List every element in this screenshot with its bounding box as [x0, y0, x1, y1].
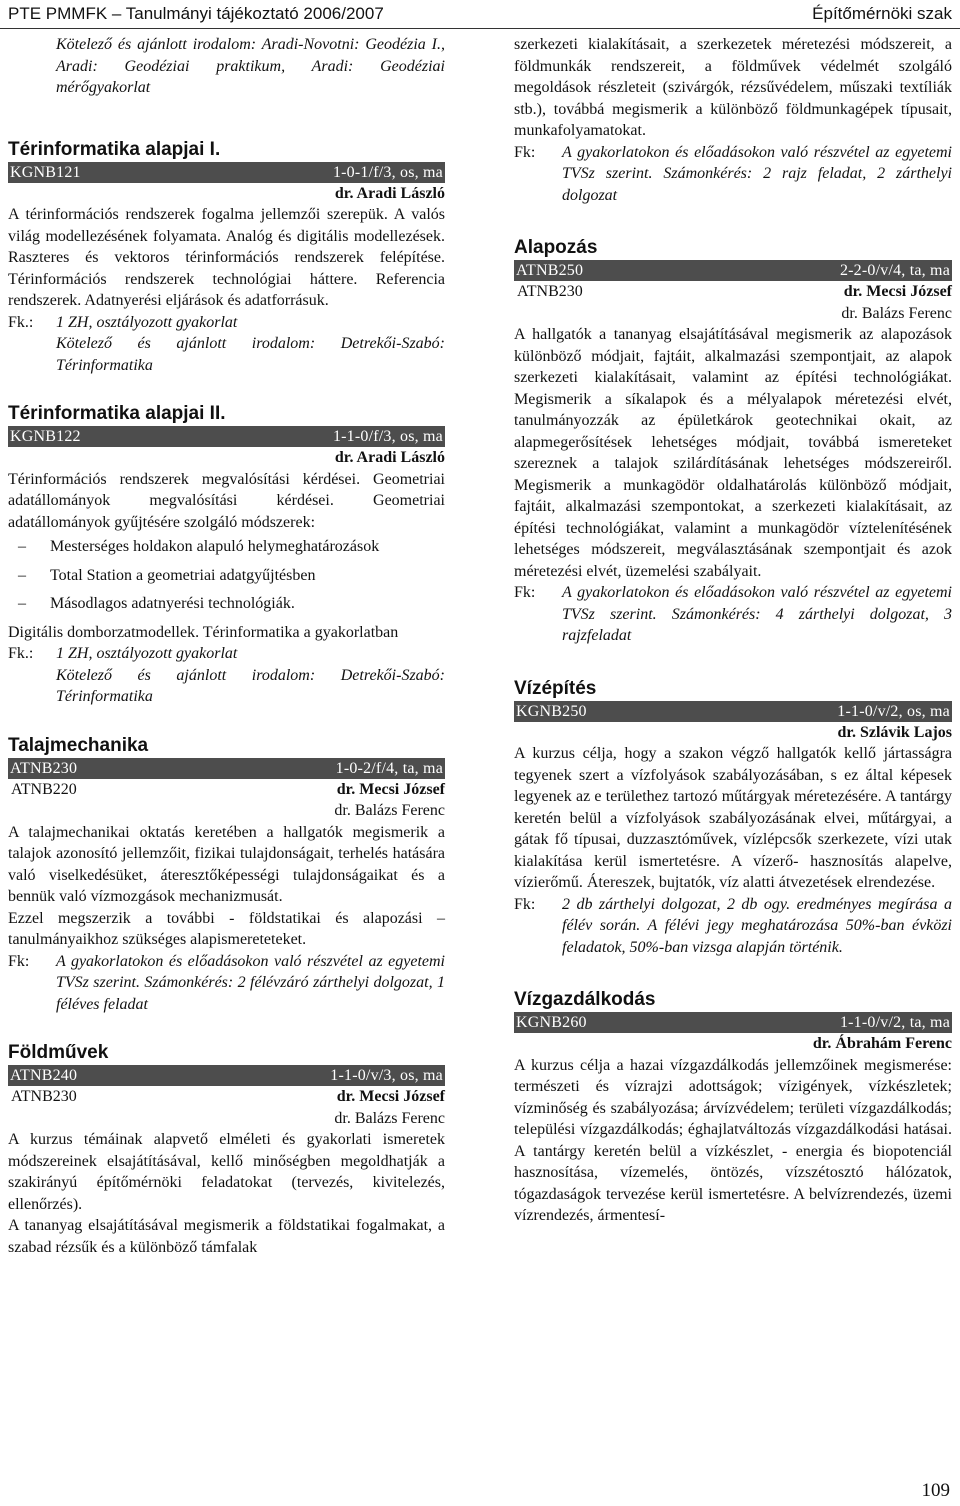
- course-code-bar: [514, 1012, 952, 1033]
- continued-description: szerkezeti kialakításait, a szerkezetek méretezési módszereit, a földmunkák rendszereit, a földművek védelmét szolgáló megoldások részleteit (szivárgók, rézsűvédelem, műszaki textíliák stb.), továbbá megismerik a különböző földmunkagépek típusait, munkafolyamatokat.: [514, 36, 952, 139]
- course-requirements: [8, 312, 445, 334]
- course-title: Vízépítés: [514, 677, 597, 699]
- course-code-bar: [8, 162, 445, 183]
- header-program-name: Építőmérnöki szak: [812, 4, 952, 23]
- course-description: A talajmechanikai oktatás keretében a hallgatók megismerik a talajok azonosító jellemzőit, fizikai tulajdonságait, terhelés hatására való viselkedésüket, áteresztőképességi tulajdonságaikat és a bennük való vízmozgások mechanizmusát.: [8, 823, 445, 905]
- course-co-lecturer: dr. Balázs Ferenc: [334, 1109, 445, 1127]
- course-prerequisite: ATNB230: [517, 283, 583, 300]
- course-requirements: [514, 582, 952, 647]
- course-vizepites: [514, 677, 952, 959]
- requirements-label: Fk:: [514, 584, 536, 601]
- left-column: [8, 34, 445, 1258]
- requirements-text: 2 db zárthelyi dolgozat, 2 db ogy. eredményes megírása a félév során. A félévi jegy meghatározása 50%-ban évközi feladatok, 50%-ban vizsga alapján történik.: [562, 895, 952, 956]
- course-title: Alapozás: [514, 237, 598, 258]
- course-vizgazdalkodas: [514, 988, 952, 1227]
- right-column: [514, 34, 952, 1227]
- course-meta-row: [8, 779, 445, 801]
- requirements-text: 1 ZH, osztályozott gyakorlat: [56, 313, 238, 331]
- course-lecturer: dr. Szlávik Lajos: [837, 723, 952, 741]
- requirements-label: Fk:: [514, 143, 536, 161]
- course-title: Térinformatika alapjai II.: [8, 403, 226, 424]
- page-header: [0, 0, 960, 30]
- course-code: KGNB121: [10, 163, 81, 181]
- course-alapozas: [514, 236, 952, 647]
- course-lecturer: dr. Mecsi József: [336, 1088, 445, 1105]
- course-code-bar: [514, 701, 952, 722]
- course-literature: Kötelező és ajánlott irodalom: Detrekői-Szabó: Térinformatika: [56, 666, 445, 705]
- course-prerequisite: ATNB230: [11, 1088, 77, 1105]
- list-item: – Másodlagos adatnyerési technológiák.: [8, 593, 445, 615]
- course-credits: 1-1-0/v/2, os, ma: [837, 702, 950, 720]
- requirements-label: Fk:: [514, 895, 536, 913]
- course-lecturer: dr. Mecsi József: [843, 283, 952, 300]
- header-rule: [0, 28, 960, 29]
- course-terinformatika-2: [8, 402, 445, 708]
- list-item: – Total Station a geometriai adatgyűjtésben: [8, 565, 445, 587]
- course-prerequisite: ATNB220: [11, 780, 77, 798]
- course-requirements: [514, 894, 952, 959]
- course-description: Térinformációs rendszerek megvalósítási kérdései. Geometriai adatállományok megvalósítási kérdései. Geometriai adatállományok gyűjtésére szolgáló módszerek:: [8, 470, 445, 531]
- course-lecturer: dr. Ábrahám Ferenc: [812, 1035, 952, 1052]
- course-description: A kurzus célja, hogy a szakon végző hallgatók kellő jártasságra tegyenek szert a vízfolyások szabályozásában, s ez által képesek legyenek az e területhez tartozó műtárgyak méretezésére. A tantárgy keretén belül a vízfolyások szabályozásának elvei, műtárgyai, a gátak fő típusai, duzzasztóművek, vízlépcsők szerkezete, vízi utak kialakítása kerül ismertetésre. A vízerő- hasznosítás alapelve, vízierőmű. Átereszek, bujtatók, víz alatti átvezetések elrendezése.: [514, 745, 952, 891]
- course-lecturer: dr. Mecsi József: [336, 780, 445, 798]
- course-code: KGNB250: [516, 702, 587, 720]
- course-talajmechanika: [8, 734, 445, 1016]
- course-description-cont: Digitális domborzatmodellek. Térinformatika a gyakorlatban: [8, 623, 399, 641]
- course-credits: 2-2-0/v/4, ta, ma: [839, 262, 950, 279]
- course-description-cont: Ezzel megszerzik a további - földstatikai és alapozási – tanulmányaikhoz szükséges alapismereteteket.: [8, 909, 445, 948]
- page-number: 109: [921, 1480, 950, 1501]
- course-literature: Kötelező és ajánlott irodalom: Detrekői-Szabó: Térinformatika: [56, 335, 445, 374]
- course-code: ATNB230: [10, 759, 78, 777]
- list-item: – Mesterséges holdakon alapuló helymeghatározások: [8, 536, 445, 558]
- course-credits: 1-0-2/f/4, ta, ma: [335, 759, 443, 777]
- course-code: ATNB250: [516, 262, 584, 279]
- course-code-bar: [8, 758, 445, 779]
- course-terinformatika-1: [8, 138, 445, 377]
- requirements-text: A gyakorlatokon és előadásokon való részvétel az egyetemi TVSz szerint. Számonkérés: 2 rajz feladat, 2 zárthelyi dolgozat: [562, 143, 952, 204]
- course-code: ATNB240: [10, 1067, 78, 1084]
- course-code-bar: [8, 426, 445, 447]
- course-description: A hallgatók a tananyag elsajátításával megismerik az alapozások különböző módjait, fajtáit, alkalmazási szempontjait, az alapok szerkezeti kialakításait, valamint az építési technológiákat. Megismerik a síkalapok és a mélyalapok méretezési elvét, tanulmányozzák az épületkárok geotechnikai okait, az alapmegerősítések lehetséges módjait, továbbá ismereteket szereznek a talajok szilárdításának lehetséges módszereiről. Megismerik a munkagödör oldalhatárolás különböző módjait, fajtáit, alkalmazási szempontokat, a szerkezeti kialakításait, az építési technológiákat, valamint a munkagödör víztelenítésének lehetséges módszereit, megválasztásának szempontjait és azok méretezési elvét, üzemelési szabályait.: [514, 326, 952, 580]
- course-code-bar: [8, 1065, 445, 1086]
- course-title: Térinformatika alapjai I.: [8, 138, 221, 160]
- course-lecturer: dr. Aradi László: [334, 449, 445, 466]
- requirements-text: 1 ZH, osztályozott gyakorlat: [56, 645, 238, 662]
- course-lecturer: dr. Aradi László: [334, 184, 445, 202]
- course-description: A kurzus célja a hazai vízgazdálkodás jellemzőinek megismerése: természeti és vízrajzi adottságok; vízigények, vízkészletek; vízminőség és szabályozása; árvízvédelem; területi vízgazdálkodás; települési vízgazdálkodás; éghajlatváltozás vízgazdálkodási hatásai. A tantárgy keretén belül a vízkészlet, - energia és biopotenciál hasznosítása, vízemelés, öntözés, vízszétosztó hálózatok, tógazdaságok tervezése kerül ismertetésre. A belvízrendezés, üzemi vízrendezés, ármentesí-: [514, 1056, 952, 1224]
- requirements-label: Fk.:: [8, 645, 34, 662]
- course-credits: 1-1-0/v/3, os, ma: [330, 1067, 443, 1084]
- course-requirements: [8, 643, 445, 665]
- requirements-text: A gyakorlatokon és előadásokon való részvétel az egyetemi TVSz szerint. Számonkérés: 4 zárthelyi dolgozat, 3 rajzfeladat: [562, 584, 952, 644]
- header-publication-title: PTE PMMFK – Tanulmányi tájékoztató 2006/2007: [8, 4, 384, 23]
- course-co-lecturer: dr. Balázs Ferenc: [841, 304, 952, 322]
- course-credits: 1-1-0/v/2, ta, ma: [839, 1014, 950, 1031]
- course-description-cont: A tananyag elsajátításával megismerik a földstatikai fogalmakat, a szabad rézsűk és a különböző támfalak: [8, 1217, 445, 1256]
- course-credits: 1-0-1/f/3, os, ma: [332, 163, 443, 181]
- requirements-label: Fk.:: [8, 313, 34, 331]
- course-meta-row: [8, 1086, 445, 1108]
- course-code-bar: [514, 260, 952, 281]
- course-credits: 1-1-0/f/3, os, ma: [332, 428, 443, 445]
- course-code: KGNB260: [516, 1014, 587, 1031]
- course-meta-row: [514, 281, 952, 303]
- intro-literature: Kötelező és ajánlott irodalom: Aradi-Novotni: Geodézia I., Aradi: Geodéziai praktikum, Aradi: Geodéziai mérőgyakorlat: [56, 36, 445, 96]
- course-co-lecturer: dr. Balázs Ferenc: [334, 802, 445, 819]
- course-code: KGNB122: [10, 428, 81, 445]
- method-list: [8, 536, 445, 615]
- requirements-text: A gyakorlatokon és előadásokon való részvétel az egyetemi TVSz szerint. Számonkérés: 2 félévzáró zárthelyi dolgozat, 1 féléves feladat: [56, 952, 445, 1013]
- course-requirements: [8, 951, 445, 1016]
- course-description: A kurzus témáinak alapvető elméleti és gyakorlati ismeretek módszereinek elsajátításával, kellő minőségben megoldhatják a szakirányú építőmérnöki feladatokat (tervezés, kivitelezés, ellenőrzés).: [8, 1131, 445, 1213]
- course-title: Vízgazdálkodás: [514, 989, 656, 1010]
- course-foldmuvek: [8, 1041, 445, 1258]
- requirements-label: Fk:: [8, 952, 30, 970]
- continued-requirements: [514, 142, 952, 207]
- course-title: Talajmechanika: [8, 734, 149, 756]
- course-description: A térinformációs rendszerek fogalma jellemzői szerepük. A valós világ modellezésének folyamata. Analóg és digitális modellezések. Raszteres és vektoros térinformációs rendszerek felépítése. Térinformációs rendszerek technológiai háttere. Referencia rendszerek. Adatnyerési eljárások és adatforrásuk.: [8, 206, 445, 309]
- course-title: Földművek: [8, 1042, 109, 1063]
